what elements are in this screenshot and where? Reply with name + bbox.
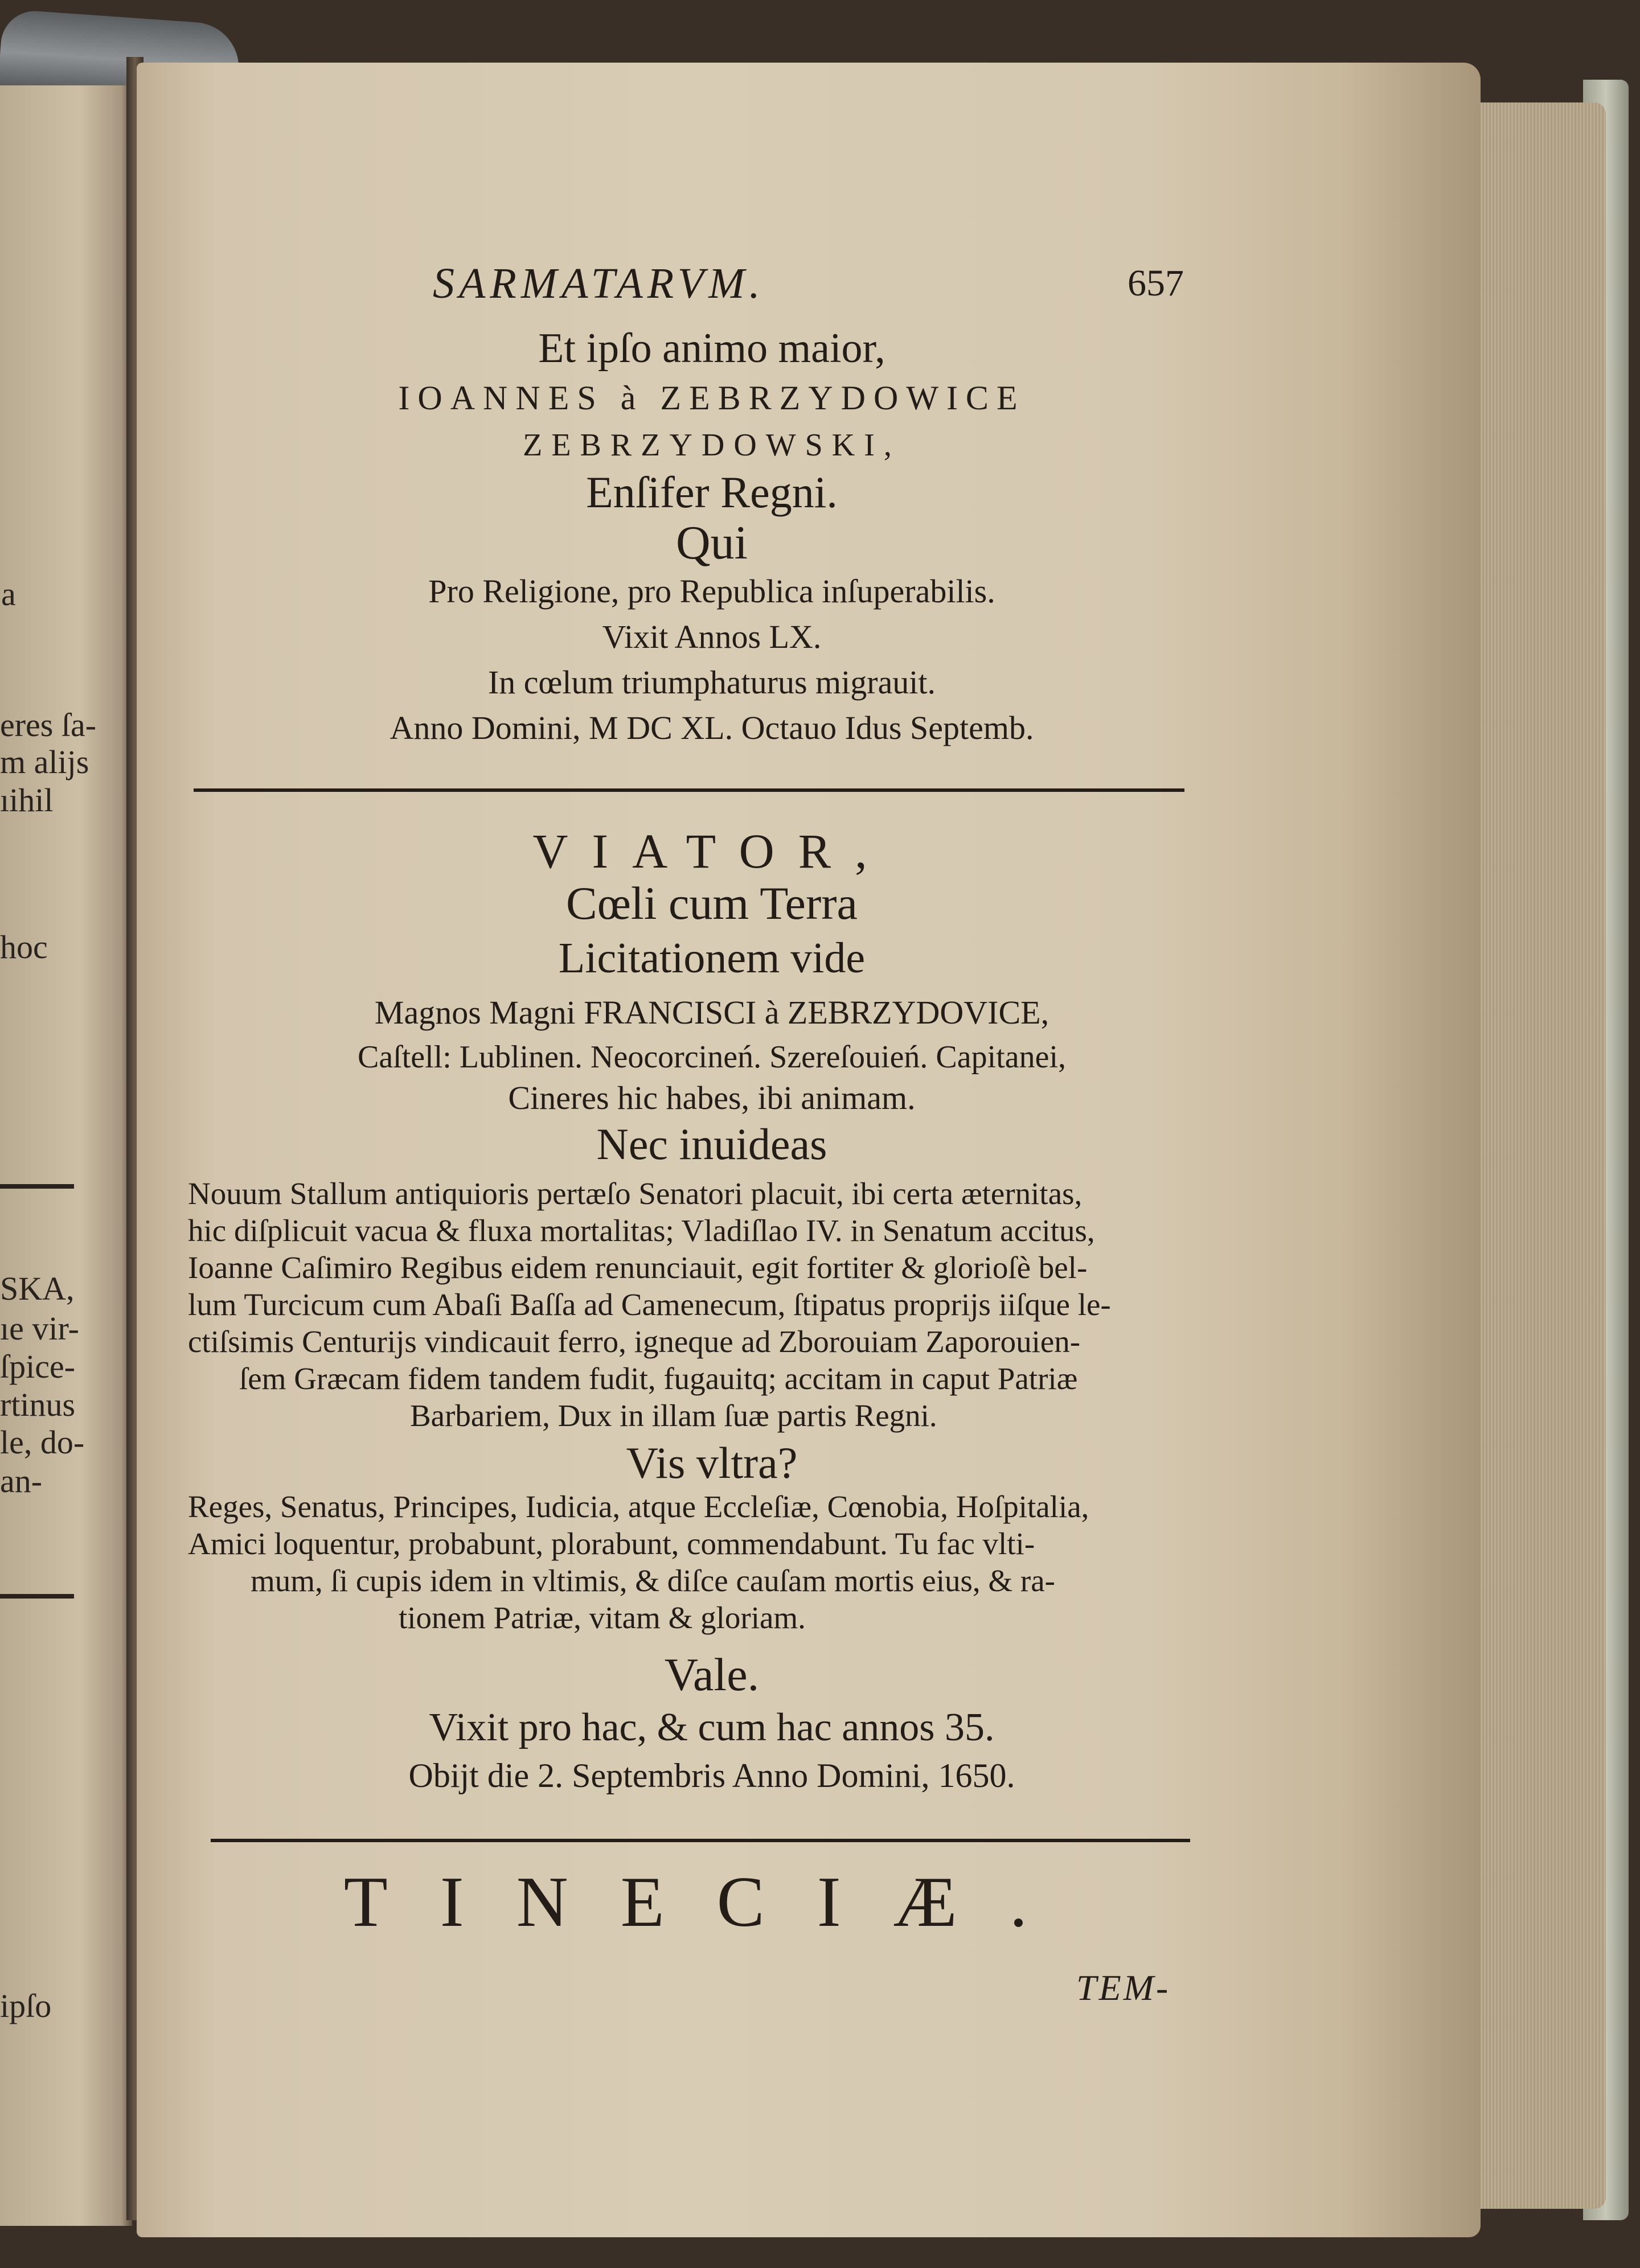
epitaph-line: Anno Domini, M DC XL. Octauo Idus Septemb. (390, 709, 1034, 746)
paragraph-line: Ioanne Caſimiro Regibus eidem renunciauit, egit fortiter & glorioſè bel- (188, 1250, 1088, 1285)
epitaph-name: IOANNES à ZEBRZYDOWICE (398, 379, 1026, 417)
paragraph-line: ſem Græcam fidem tandem fudit, fugauitq; accitam in caput Patriæ (239, 1361, 1078, 1396)
paragraph-line: Nouum Stallum antiquioris pertæſo Senatori placuit, ibi certa æternitas, (188, 1176, 1083, 1211)
left-fragment: eres ſa- (0, 706, 97, 743)
epitaph-line: Magnos Magni FRANCISCI à ZEBRZYDOVICE, (374, 994, 1049, 1031)
epitaph-line: In cœlum triumphaturus migrauit. (487, 664, 936, 701)
epitaph-line: Vis vltra? (626, 1438, 798, 1488)
epitaph-qui: Qui (676, 516, 748, 569)
epitaph-line: Vixit pro hac, & cum hac annos 35. (429, 1706, 995, 1749)
running-title: SARMATARVM. (433, 260, 765, 307)
epitaph-line: Et ipſo animo maior, (538, 325, 885, 372)
paragraph-line: hic diſplicuit vacua & fluxa mortalitas; Vladiſlao IV. in Senatum accitus, (188, 1213, 1095, 1248)
left-fragment: le, do- (0, 1424, 85, 1461)
left-fragment: hoc (0, 928, 48, 965)
paragraph-line: tionem Patriæ, vitam & gloriam. (399, 1600, 806, 1635)
epitaph-line: Licitationem vide (558, 934, 866, 982)
epitaph-line: Obijt die 2. Septembris Anno Domini, 1650. (408, 1757, 1015, 1794)
epitaph-name: ZEBRZYDOWSKI, (523, 428, 901, 463)
left-fragment: ıihil (0, 782, 54, 819)
left-fragment: an- (0, 1462, 43, 1499)
left-fragment: ıe vir- (0, 1310, 79, 1347)
divider-rule (194, 788, 1184, 792)
left-fragment: rtinus (0, 1386, 76, 1423)
left-fragment: ſpice- (0, 1348, 76, 1385)
vale: Vale. (664, 1649, 760, 1700)
paragraph-line: mum, ſi cupis idem in vltimis, & diſce cauſam mortis eius, & ra- (251, 1563, 1055, 1598)
epitaph-line: Cineres hic habes, ibi animam. (508, 1079, 916, 1116)
left-rule (0, 1184, 74, 1189)
epitaph-line: Nec inuideas (596, 1119, 827, 1169)
paragraph-line: ctiſsimis Centurijs vindicauit ferro, igneque ad Zborouiam Zaporouien- (188, 1324, 1081, 1359)
section-title: TINECIÆ. (343, 1863, 1080, 1942)
viator-heading: VIATOR, (532, 824, 891, 878)
paragraph-line: Amici loquentur, probabunt, plorabunt, commendabunt. Tu fac vlti- (188, 1526, 1035, 1561)
epitaph-line: Cœli cum Terra (566, 877, 858, 929)
epitaph-line: Caſtell: Lublinen. Neocorcineń. Szereſouień. Capitanei, (357, 1040, 1067, 1075)
paragraph-line: Reges, Senatus, Principes, Iudicia, atque Eccleſiæ, Cœnobia, Hoſpitalia, (188, 1489, 1089, 1524)
paragraph-line: lum Turcicum cum Abaſi Baſſa ad Camenecum, ſtipatus proprijs iiſque le- (188, 1287, 1111, 1322)
left-page (0, 85, 132, 2226)
left-fragment: m alijs (0, 743, 89, 780)
divider-rule (211, 1839, 1190, 1842)
left-fragment: a (1, 576, 16, 613)
left-rule (0, 1594, 74, 1599)
epitaph-office: Enſifer Regni. (586, 467, 838, 517)
left-fragment: SKA, (0, 1270, 75, 1307)
paragraph-line: Barbariem, Dux in illam ſuæ partis Regni. (410, 1398, 937, 1433)
left-fragment: ipſo (0, 1987, 52, 2024)
epitaph-line: Pro Religione, pro Republica inſuperabilis. (428, 573, 995, 610)
page-number: 657 (1128, 262, 1184, 304)
catchword: TEM- (1076, 1967, 1171, 2008)
epitaph-line: Vixit Annos LX. (602, 618, 822, 655)
